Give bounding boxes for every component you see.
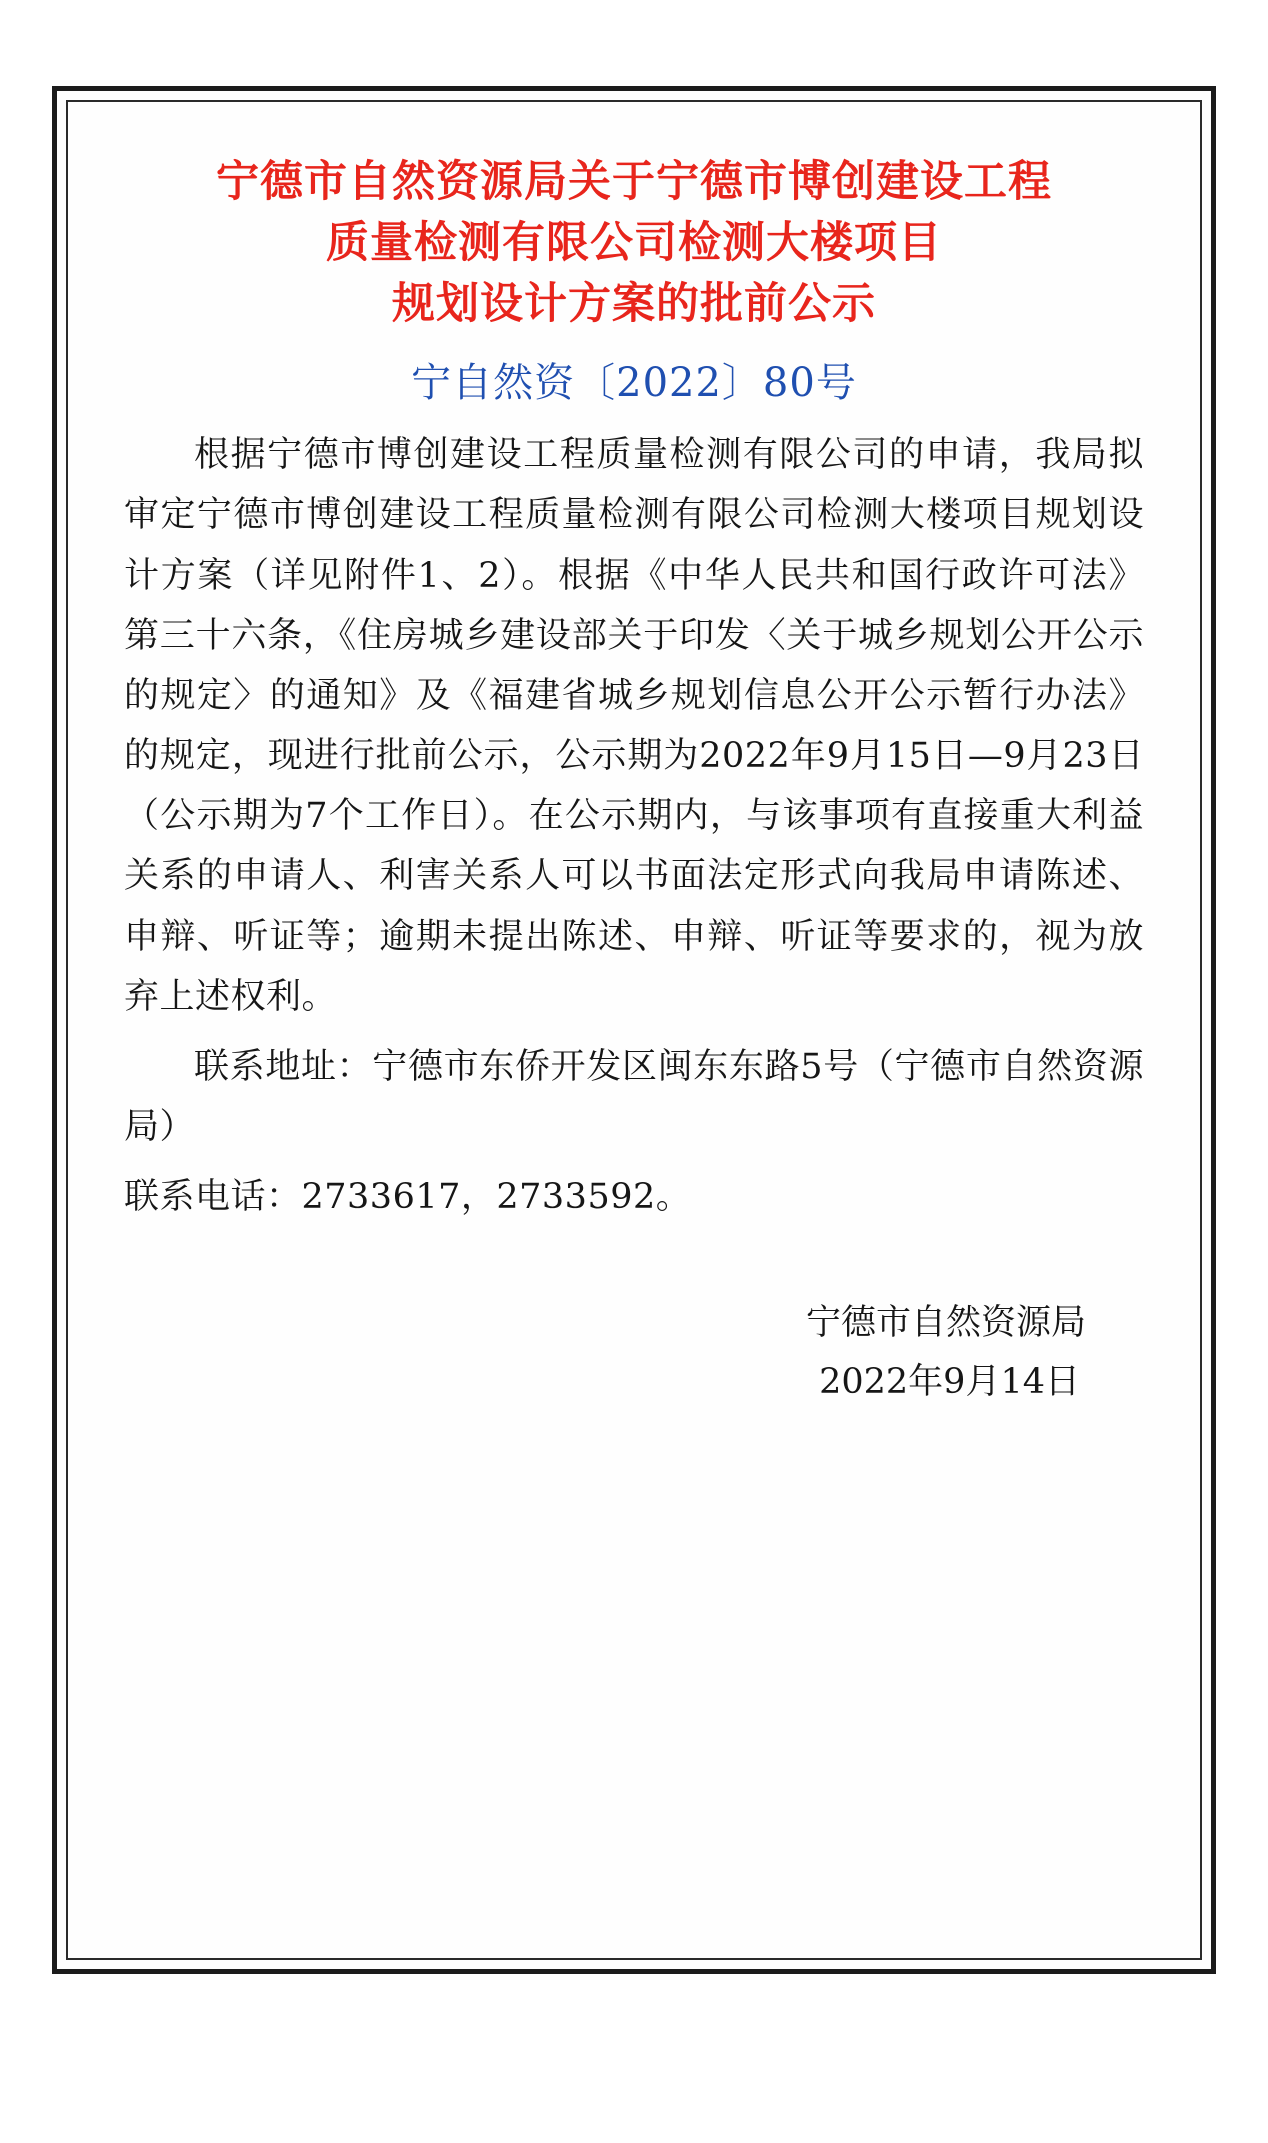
signature-issuer: 宁德市自然资源局 bbox=[805, 1302, 1086, 1343]
page-title-line-1: 宁德市自然资源局关于宁德市博创建设工程 bbox=[216, 157, 1052, 207]
page-title-line-3: 规划设计方案的批前公示 bbox=[392, 279, 876, 330]
signature-date: 2022年9月14日 bbox=[819, 1362, 1080, 1403]
document-number: 宁自然资〔2022〕80号 bbox=[411, 360, 857, 407]
document-inner-border bbox=[66, 100, 1202, 1960]
body-paragraph-main: 根据宁德市博创建设工程质量检测有限公司的申请，我局拟审定宁德市博创建设工程质量检测有限公司检测大楼项目规划设计方案（详见附件1、2）。根据《中华人民共和国行政许可法》第三十六条，《住房城乡建设部关于印发〈关于城乡规划公开公示的规定〉的通知》及《福建省城乡规划信息公开公示暂行办法》的规定，现进行批前公示，公示期为2022年9月15日—9月23日（公示期为7个工作日）。在公示期内，与该事项有直接重大利益关系的申请人、利害关系人可以书面法定形式向我局申请陈述、申辩、听证等；逾期未提出陈述、申辩、听证等要求的，视为放弃上述权利。 bbox=[124, 435, 1144, 1017]
signature-block bbox=[124, 1294, 1144, 1413]
page-title-line-2: 质量检测有限公司检测大楼项目 bbox=[326, 218, 942, 269]
body-paragraph-address: 联系地址：宁德市东侨开发区闽东东路5号（宁德市自然资源局） bbox=[124, 1047, 1144, 1148]
page-title bbox=[124, 152, 1144, 335]
document-outer-border bbox=[52, 86, 1216, 1974]
body-paragraph-phone: 联系电话：2733617，2733592。 bbox=[124, 1177, 692, 1218]
